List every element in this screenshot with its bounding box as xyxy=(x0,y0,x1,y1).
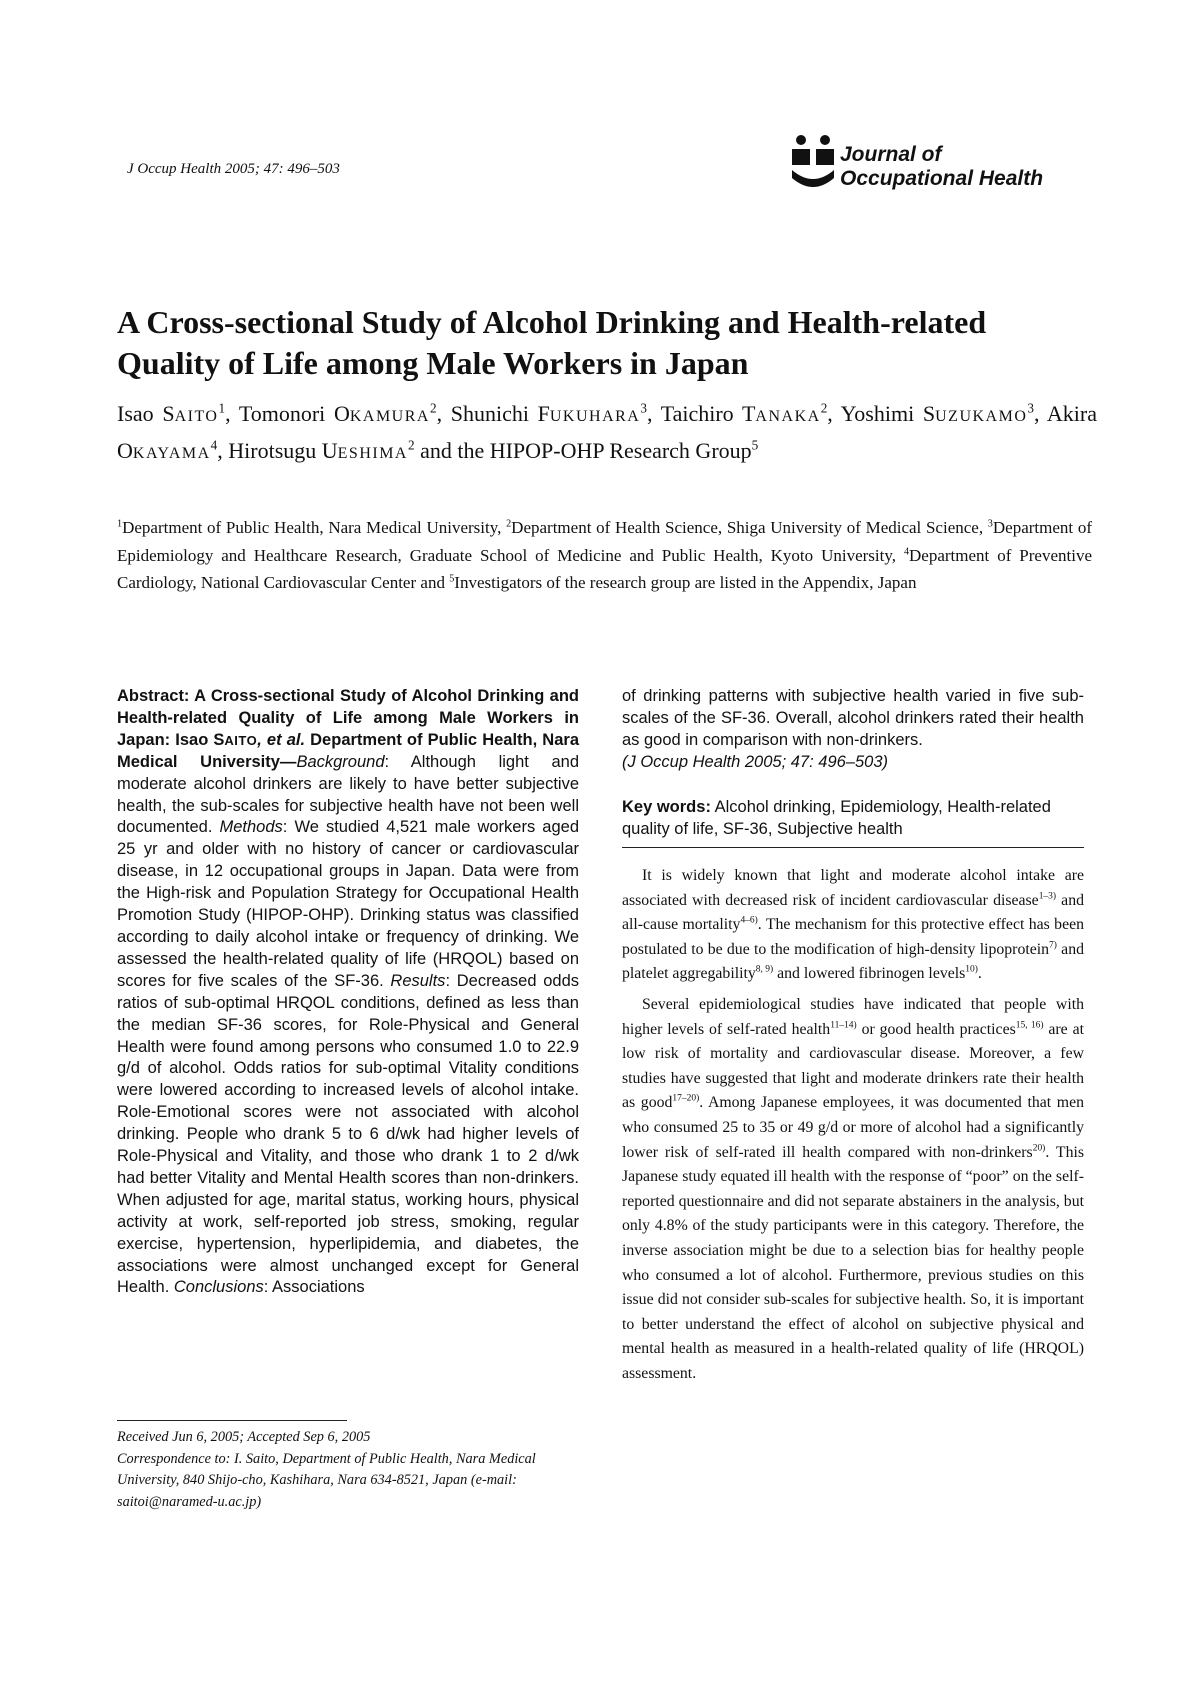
running-citation: J Occup Health 2005; 47: 496–503 xyxy=(127,161,340,177)
body-paragraph: Several epidemiological studies have indicated that people with higher levels of self-rated health$^{11-14)}$ or good health practices$^{15, 16)}$ are at low risk of mortality and cardiovascular disease. Moreover, a few studies have suggested that light and moderate drinkers rate their health as good$^{17-20)}$. Among Japanese employees, it was documented that men who consumed 25 to 35 or 49 g/d or more of alcohol had a significantly lower risk of self-rated ill health compared with non-drinkers$^{20)}$. This Japanese study equated ill health with the response of “poor” on the self-reported questionnaire and did not separate abstainers in the analysis, but only 4.8% of the study participants were in this category. Therefore, the inverse association might be due to a selection bias for healthy people who consumed a lot of alcohol. Furthermore, previous studies on this issue did not consider sub-scales for subjective health. So, it is important to better understand the effect of alcohol on subjective physical and mental health as measured in a health-related quality of life (HRQOL) assessment. xyxy=(622,995,1084,1382)
journal-name-line2: Occupational Health xyxy=(840,167,1044,190)
author: Taichiro TANAKA$^2$ xyxy=(660,400,828,426)
keywords-label: Key words: xyxy=(622,798,711,816)
correspondence: Correspondence to: I. Saito, Department of Public Health, Nara Medical University, 840 Shijo-cho, Kashihara, Nara 634-8521, Japan (e-mail: saitoi@naramed-u.ac.jp) xyxy=(117,1450,536,1511)
article-title-line1: A Cross-sectional Study of Alcohol Drinking and Health-related xyxy=(117,304,987,340)
received-date: Received Jun 6, 2005; Accepted Sep 6, 2005 xyxy=(117,1429,371,1445)
affiliations: $^1$Department of Public Health, Nara Medical University, $^2$Department of Health Science, Shiga University of Medical Science, $^3$Department of Epidemiology and Healthcare Research, Graduate School of Medicine and Public Health, Kyoto University, $^4$Department of Preventive Cardiology, National Cardiovascular Center and $^5$Investigators of the research group are listed in the Appendix, Japan xyxy=(117,518,1092,592)
author-list: Isao SAITO$^1$, Tomonori OKAMURA$^2$, Shunichi FUKUHARA$^3$, Taichiro TANAKA$^2$, Yoshimi SUZUKAMO$^3$, Akira OKAYAMA$^4$, Hirotsugu UESHIMA$^2$ and the HIPOP-OHP Research Group$^5$ xyxy=(117,400,1098,463)
journal-logo-icon xyxy=(790,132,838,194)
journal-name-line1: Journal of xyxy=(840,143,942,166)
author: Akira OKAYAMA$^4$ xyxy=(117,401,1098,463)
research-group: and the HIPOP-OHP Research Group xyxy=(414,438,752,463)
conclusions-label: Conclusions xyxy=(173,1278,264,1297)
footnotes xyxy=(117,1427,587,1514)
author: Shunichi FUKUHARA$^3$ xyxy=(450,400,647,426)
article-title-line2: Quality of Life among Male Workers in Japan xyxy=(117,345,749,381)
methods-label: Methods xyxy=(219,818,283,837)
keywords: Key words: Alcohol drinking, Epidemiology, Health-related quality of life, SF-36, Subjective health xyxy=(622,798,1051,838)
abstract-citation: (J Occup Health 2005; 47: 496–503) xyxy=(622,752,889,771)
abstract-heading: Abstract: A Cross-sectional Study of Alcohol Drinking and Health-related Quality of Life among Male Workers in Japan: Isao xyxy=(117,687,579,749)
article-title xyxy=(117,302,1097,384)
journal-logo xyxy=(790,132,1090,198)
results-label: Results xyxy=(390,971,446,990)
abstract: Abstract: A Cross-sectional Study of Alcohol Drinking and Health-related Quality of Life among Male Workers in Japan: Isao SAITO, et al. Department of Public Health, Nara Medical University—Background: Although light and moderate alcohol drinkers are likely to have better subjective health, the sub-scales for subjective health have not been well documented. Methods: We studied 4,521 male workers aged 25 yr and older with no history of cancer or cardiovascular disease, in 12 occupational groups in Japan. Data were from the High-risk and Population Strategy for Occupational Health Promotion Study (HIPOP-OHP). Drinking status was classified according to daily alcohol intake or frequency of drinking. We assessed the health-related quality of life (HRQOL) based on scores for five scales of the SF-36. Results: Decreased odds ratios of sub-optimal HRQOL conditions, defined as less than the median SF-36 scores, for Role-Physical and General Health were found among persons who consumed 1.0 to 22.9 g/d of alcohol. Odds ratios for sub-optimal Vitality conditions were lowered according to increased levels of alcohol intake. Role-Emotional scores were not associated with alcohol drinking. People who drank 5 to 6 d/wk had higher levels of Role-Physical and Vitality, and those who drank 1 to 2 d/wk had better Vitality and Mental Health scores than non-drinkers. When adjusted for age, marital status, working hours, physical activity at work, self-reported job stress, smoking, regular exercise, hypertension, hyperlipidemia, and diabetes, the associations were almost unchanged except for General Health. Conclusions: Associations xyxy=(117,687,580,1297)
author: Yoshimi SUZUKAMO$^3$ xyxy=(840,400,1034,426)
author: Isao SAITO$^1$ xyxy=(117,400,226,426)
footnote-divider xyxy=(117,1420,347,1421)
author: Hirotsugu UESHIMA$^2$ xyxy=(228,437,415,463)
body-paragraph: It is widely known that light and moderate alcohol intake are associated with decreased risk of incident cardiovascular disease$^{1-3)}$ and all-cause mortality$^{4-6)}$. The mechanism for this protective effect has been postulated to be due to the modification of high-density lipoprotein$^{7)}$ and platelet aggregability$^{8, 9)}$ and lowered fibrinogen levels$^{10)}$. xyxy=(622,867,1084,983)
abstract-continued: of drinking patterns with subjective health varied in five sub-scales of the SF-36. Overall, alcohol drinkers rated their health as good in comparison with non-drinkers. (J Occup Health 2005; 47: 496–503) xyxy=(622,687,1084,771)
body-text xyxy=(622,864,1084,1386)
author: Tomonori OKAMURA$^2$ xyxy=(238,400,437,426)
background-label: Background xyxy=(296,752,385,771)
keywords-divider xyxy=(622,847,1084,848)
